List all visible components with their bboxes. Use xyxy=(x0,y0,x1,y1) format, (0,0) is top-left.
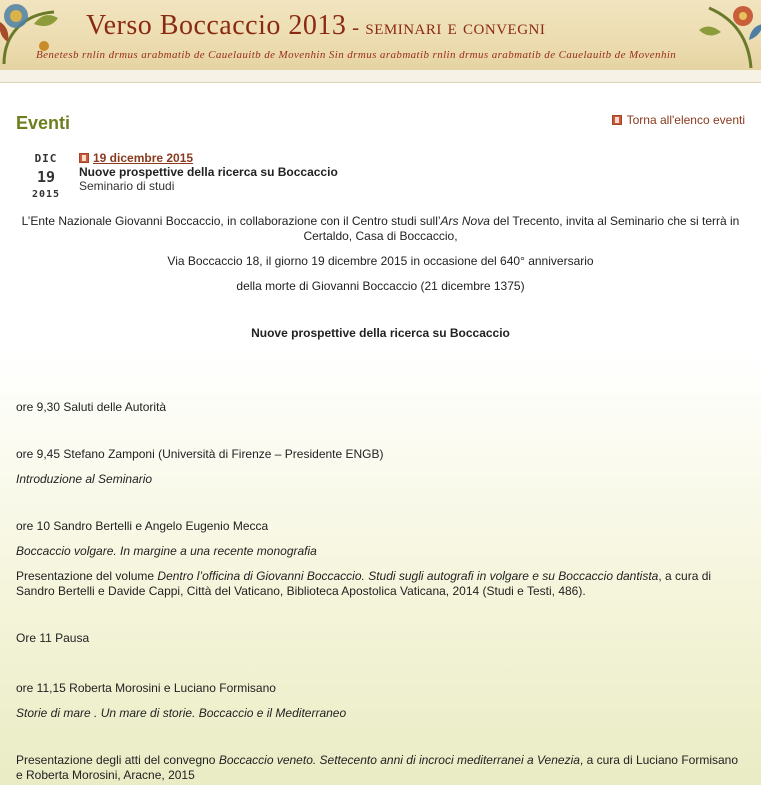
banner-title-dash: - xyxy=(346,15,366,39)
program-item-2-subtitle: Introduzione al Seminario xyxy=(16,472,153,486)
program-item-5-subtitle: Storie di mare . Un mare di storie. Boccaccio e il Mediterraneo xyxy=(16,706,347,720)
banner-title xyxy=(86,10,545,42)
event-header xyxy=(79,151,338,193)
back-to-events-link[interactable] xyxy=(612,113,745,127)
event-date-badge xyxy=(26,152,66,200)
header-separator xyxy=(0,70,761,83)
date-day: 19 xyxy=(36,168,56,186)
program-heading: Nuove prospettive della ricerca su Boccaccio xyxy=(251,326,510,340)
date-month: DIC xyxy=(34,152,58,165)
program-item-3-subtitle: Boccaccio volgare. In margine a una recente monografia xyxy=(16,544,317,558)
date-year: 2015 xyxy=(31,189,61,200)
banner-title-sub: seminari e convegni xyxy=(365,15,546,39)
banner-script-text: Benetesb rnlin drmus arabmatib de Cauelauitb de Movenhin Sin drmus arabmatib rnlin drmus arabmatib de Cauelauitb de Movenhin xyxy=(36,49,677,61)
intro-text-italic: Ars Nova xyxy=(440,214,490,228)
back-link-label: Torna all'elenco eventi xyxy=(626,113,745,127)
event-date-label: 19 dicembre 2015 xyxy=(93,151,194,165)
intro-text-a: L’Ente Nazionale Giovanni Boccaccio, in collaborazione con il Centro studi sull’ xyxy=(21,214,441,228)
intro-text-c: del Trecento, invita al Seminario che si terrà in Certaldo, Casa di Boccaccio, xyxy=(303,214,740,243)
desc-5-a: Presentazione degli atti del convegno xyxy=(16,753,219,767)
banner-title-main: Verso Boccaccio 2013 xyxy=(86,10,347,41)
program-item-3-description xyxy=(16,569,745,599)
program-item-5-description xyxy=(16,753,745,783)
intro-paragraph-2: Via Boccaccio 18, il giorno 19 dicembre 2015 in occasione del 640° anniversario xyxy=(167,254,594,268)
desc-5-c: , a cura di Luciano Formisano e Roberta Morosini, Aracne, 2015 xyxy=(16,753,739,782)
arrow-square-icon xyxy=(612,115,622,125)
program-item-1: ore 9,30 Saluti delle Autorità xyxy=(16,400,167,414)
program-item-4: Ore 11 Pausa xyxy=(16,631,90,645)
desc-3-a: Presentazione del volume xyxy=(16,569,158,583)
event-date-link[interactable] xyxy=(79,151,338,165)
desc-3-book-title: Dentro l’officina di Giovanni Boccaccio. Studi sugli autografi in volgare e su Boccaccio dantista xyxy=(157,569,659,583)
desc-3-c: , a cura di Sandro Bertelli e Davide Cappi, Città del Vaticano, Biblioteca Apostolica Vaticana, 2014 (Studi e Testi, 486). xyxy=(16,569,712,598)
intro-paragraph-1 xyxy=(16,214,745,244)
arrow-square-icon xyxy=(79,153,89,163)
program-item-5: ore 11,15 Roberta Morosini e Luciano Formisano xyxy=(16,681,276,695)
floral-ornament-icon xyxy=(691,0,761,71)
event-title: Nuove prospettive della ricerca su Boccaccio xyxy=(79,165,338,179)
intro-paragraph-3: della morte di Giovanni Boccaccio (21 dicembre 1375) xyxy=(236,279,525,293)
site-banner[interactable] xyxy=(0,0,761,71)
desc-5-book-title: Boccaccio veneto. Settecento anni di incroci mediterranei a Venezia xyxy=(218,753,580,767)
program-item-3: ore 10 Sandro Bertelli e Angelo Eugenio Mecca xyxy=(16,519,269,533)
event-type: Seminario di studi xyxy=(79,179,175,193)
event-description xyxy=(16,214,745,783)
program-item-2: ore 9,45 Stefano Zamponi (Università di Firenze – Presidente ENGB) xyxy=(16,447,384,461)
section-title: Eventi xyxy=(16,113,71,133)
